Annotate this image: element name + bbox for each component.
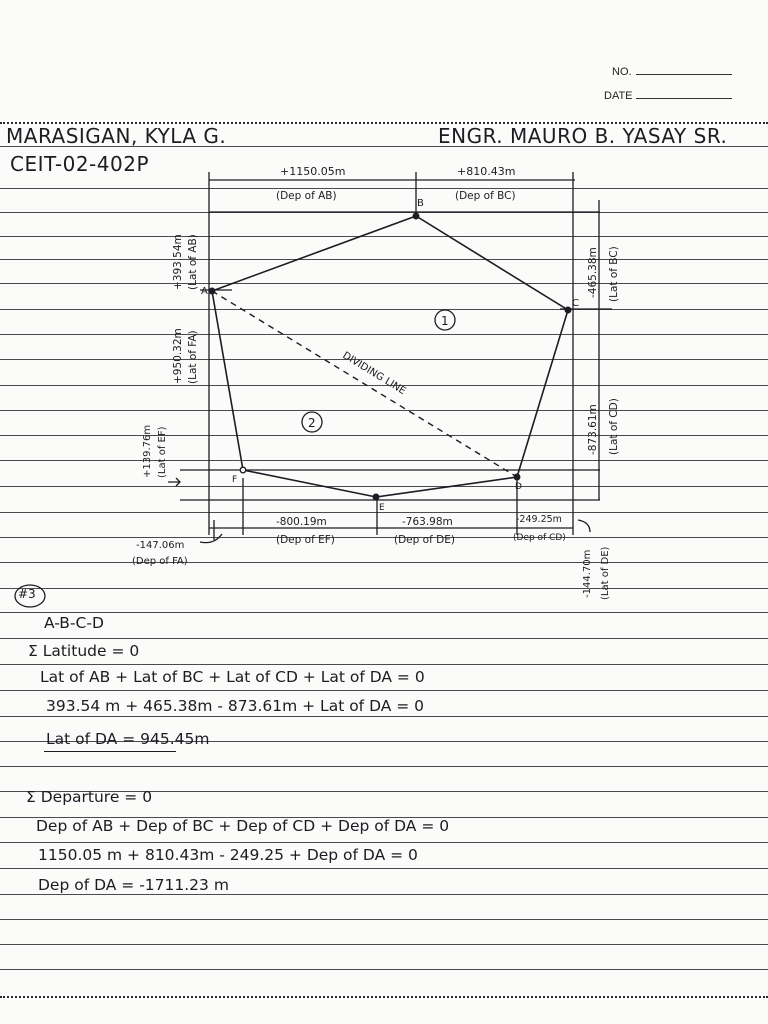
- lat-cd-value: -873.61m: [587, 404, 599, 455]
- departure-heading: Σ Departure = 0: [26, 788, 153, 806]
- problem-number: #3: [18, 587, 36, 601]
- lat-ef-value: +139.76m: [142, 424, 153, 478]
- station-b-label: B: [417, 198, 424, 209]
- dep-de-value: -763.98m: [402, 516, 453, 528]
- lat-ab-value: +393.54m: [172, 234, 184, 290]
- latitude-substitution: 393.54 m + 465.38m - 873.61m + Lat of DA = 0: [46, 697, 425, 715]
- dep-ef-value: -800.19m: [276, 516, 327, 528]
- lat-de-caption: (Lat of DE): [600, 546, 611, 600]
- lat-ef-caption: (Lat of EF): [157, 426, 168, 478]
- area-1-label: 1: [441, 314, 449, 328]
- latitude-result: Lat of DA = 945.45m: [46, 730, 210, 748]
- section-code: CEIT-02-402P: [10, 152, 149, 176]
- arrow-dep-fa: [200, 534, 222, 543]
- latitude-result-underline: [44, 751, 176, 752]
- dividing-line: [212, 291, 517, 477]
- student-name: MARASIGAN, KYLA G.: [6, 124, 227, 148]
- station-c-label: C: [572, 298, 579, 309]
- date-label: DATE: [604, 90, 633, 102]
- arrow-lat-de: [578, 520, 590, 532]
- traverse-name: A-B-C-D: [44, 614, 104, 632]
- station-a-label: A: [201, 286, 208, 297]
- lat-de-value: -144.70m: [582, 549, 593, 598]
- latitude-equation: Lat of AB + Lat of BC + Lat of CD + Lat of DA = 0: [40, 668, 425, 686]
- station-b-point: [413, 213, 419, 219]
- station-d-point: [514, 474, 520, 480]
- dep-fa-caption: (Dep of FA): [132, 556, 188, 567]
- arrow-lat-ef: [168, 478, 180, 486]
- lat-fa-value: +950.32m: [172, 328, 184, 384]
- lat-bc-caption: (Lat of BC): [608, 246, 620, 302]
- no-label: NO.: [612, 66, 632, 78]
- lat-fa-caption: (Lat of FA): [187, 330, 199, 384]
- dep-cd-value: -249.25m: [516, 514, 562, 525]
- latitude-heading: Σ Latitude = 0: [28, 642, 140, 660]
- dep-cd-caption: (Dep of CD): [513, 533, 566, 543]
- lat-cd-caption: (Lat of CD): [608, 398, 620, 455]
- traverse-polygon: [212, 216, 568, 497]
- station-e-point: [373, 494, 379, 500]
- departure-substitution: 1150.05 m + 810.43m - 249.25 + Dep of DA = 0: [38, 846, 418, 864]
- lat-bc-value: -465.38m: [587, 247, 599, 298]
- station-c-point: [565, 307, 571, 313]
- station-f-label: F: [232, 475, 238, 485]
- dep-ef-caption: (Dep of EF): [276, 534, 335, 546]
- station-d-label: D: [515, 482, 522, 492]
- dividing-line-label: DIVIDING LINE: [340, 350, 408, 398]
- dep-ab-caption: (Dep of AB): [276, 190, 337, 202]
- dep-ab-value: +1150.05m: [280, 165, 346, 178]
- dep-bc-value: +810.43m: [457, 165, 516, 178]
- departure-equation: Dep of AB + Dep of BC + Dep of CD + Dep of DA = 0: [36, 817, 450, 835]
- dep-de-caption: (Dep of DE): [394, 534, 455, 546]
- station-e-label: E: [379, 503, 385, 513]
- departure-result: Dep of DA = -1711.23 m: [38, 876, 229, 894]
- area-2-label: 2: [308, 416, 316, 430]
- instructor-name: ENGR. MAURO B. YASAY SR.: [438, 124, 728, 148]
- dep-fa-value: -147.06m: [136, 540, 185, 551]
- station-a-point: [209, 288, 215, 294]
- lat-ab-caption: (Lat of AB): [187, 234, 199, 290]
- station-f-point: [240, 467, 246, 473]
- dep-bc-caption: (Dep of BC): [455, 190, 516, 202]
